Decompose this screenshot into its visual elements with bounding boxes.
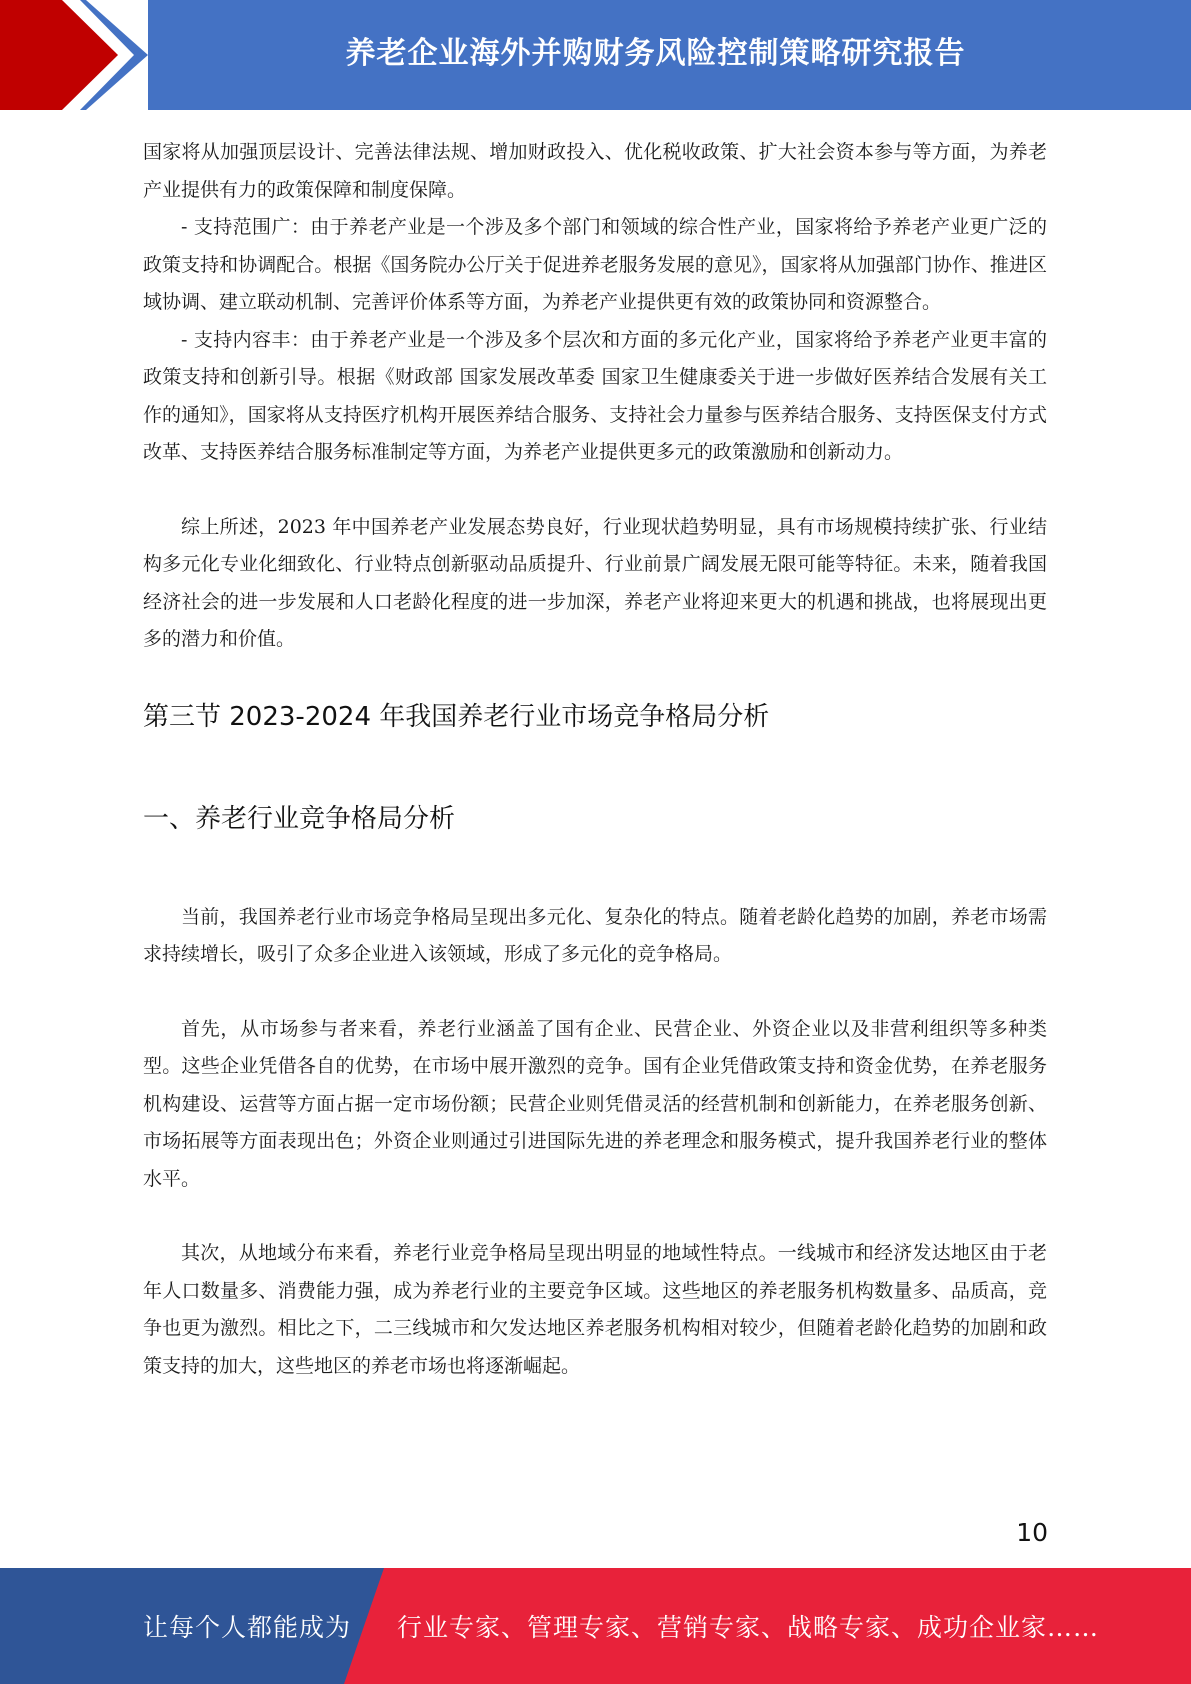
paragraph-regional-distribution: 其次，从地域分布来看，养老行业竞争格局呈现出明显的地域性特点。一线城市和经济发达地区由于老年人口数量多、消费能力强，成为养老行业的主要竞争区域。这些地区的养老服务机构数量多、品质高，竞争也更为激烈。相比之下，二三线城市和欠发达地区养老服务机构相对较少，但随着老龄化趋势的加剧和政策支持的加大，这些地区的养老市场也将逐渐崛起。	[143, 1242, 1047, 1377]
page-footer	[0, 1568, 1191, 1684]
page-content	[143, 134, 1047, 1385]
paragraph-summary: 综上所述，2023 年中国养老产业发展态势良好，行业现状趋势明显，具有市场规模持续扩张、行业结构多元化专业化细致化、行业特点创新驱动品质提升、行业前景广阔发展无限可能等特征。未来，随着我国经济社会的进一步发展和人口老龄化程度的进一步加深，养老产业将迎来更大的机遇和挑战，也将展现出更多的潜力和价值。	[143, 515, 1047, 650]
page-number: 10	[1016, 1518, 1048, 1547]
paragraph-policy-guarantee: 国家将从加强顶层设计、完善法律法规、增加财政投入、优化税收政策、扩大社会资本参与等方面，为养老产业提供有力的政策保障和制度保障。	[143, 141, 1047, 201]
footer-slogan-left: 让每个人都能成为	[143, 1613, 352, 1642]
sub-heading: 一、养老行业竞争格局分析	[143, 803, 456, 834]
document-title: 养老企业海外并购财务风险控制策略研究报告	[345, 36, 966, 71]
section-heading: 第三节 2023-2024 年我国养老行业市场竞争格局分析	[143, 701, 770, 732]
footer-slogan-right: 行业专家、管理专家、营销专家、战略专家、成功企业家……	[397, 1613, 1100, 1642]
paragraph-support-content: - 支持内容丰：由于养老产业是一个涉及多个层次和方面的多元化产业，国家将给予养老产业更丰富的政策支持和创新引导。根据《财政部 国家发展改革委 国家卫生健康委关于进一步做好医养结合发展有关工作的通知》，国家将从支持医疗机构开展医养结合服务、支持社会力量参与医养结合服务、支持医保支付方式改革、支持医养结合服务标准制定等方面，为养老产业提供更多元的政策激励和创新动力。	[143, 328, 1047, 463]
page-header	[0, 0, 1191, 110]
paragraph-market-participants: 首先，从市场参与者来看，养老行业涵盖了国有企业、民营企业、外资企业以及非营利组织等多种类型。这些企业凭借各自的优势，在市场中展开激烈的竞争。国有企业凭借政策支持和资金优势，在养老服务机构建设、运营等方面占据一定市场份额；民营企业则凭借灵活的经营机制和创新能力，在养老服务创新、市场拓展等方面表现出色；外资企业则通过引进国际先进的养老理念和服务模式，提升我国养老行业的整体水平。	[143, 1017, 1047, 1190]
paragraph-competition-overview: 当前，我国养老行业市场竞争格局呈现出多元化、复杂化的特点。随着老龄化趋势的加剧，养老市场需求持续增长，吸引了众多企业进入该领域，形成了多元化的竞争格局。	[143, 905, 1047, 965]
paragraph-support-scope: - 支持范围广：由于养老产业是一个涉及多个部门和领域的综合性产业，国家将给予养老产业更广泛的政策支持和协调配合。根据《国务院办公厅关于促进养老服务发展的意见》，国家将从加强部门协作、推进区域协调、建立联动机制、完善评价体系等方面，为养老产业提供更有效的政策协同和资源整合。	[143, 216, 1047, 313]
